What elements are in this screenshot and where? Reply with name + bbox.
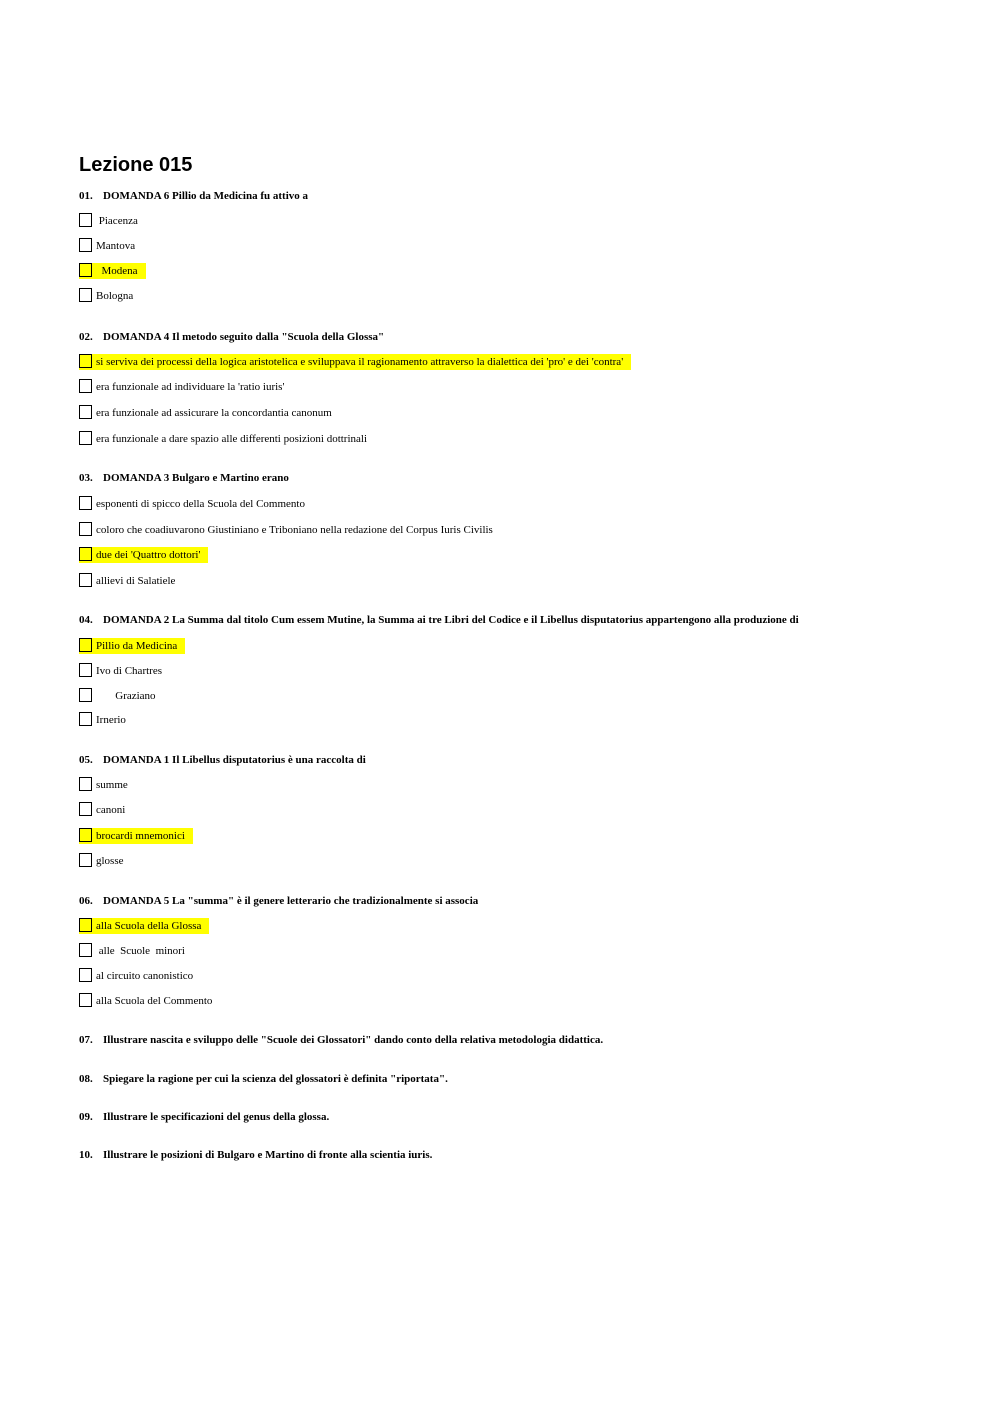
question-text: DOMANDA 4 Il metodo seguito dalla "Scuola della Glossa" bbox=[103, 331, 385, 343]
checkbox[interactable] bbox=[79, 828, 92, 842]
answer-option-label: Bologna bbox=[96, 290, 134, 302]
answer-option-label: Irnerio bbox=[96, 714, 126, 726]
answer-option-label: era funzionale ad individuare la 'ratio iuris' bbox=[96, 381, 285, 393]
checkbox[interactable] bbox=[79, 777, 92, 791]
checkbox[interactable] bbox=[79, 943, 92, 957]
checkbox[interactable] bbox=[79, 405, 92, 419]
question-1 bbox=[79, 189, 308, 203]
question-text: DOMANDA 6 Pillio da Medicina fu attivo a bbox=[103, 190, 309, 202]
answer-option-highlighted[interactable] bbox=[79, 354, 631, 370]
checkbox[interactable] bbox=[79, 993, 92, 1007]
question-text: DOMANDA 1 Il Libellus disputatorius è una raccolta di bbox=[103, 754, 366, 766]
question-9 bbox=[79, 1110, 329, 1124]
checkbox[interactable] bbox=[79, 238, 92, 252]
question-text: DOMANDA 3 Bulgaro e Martino erano bbox=[103, 472, 289, 484]
answer-option-label: al circuito canonistico bbox=[96, 970, 194, 982]
answer-option-label: Modena bbox=[96, 265, 138, 277]
answer-option-label: si serviva dei processi della logica aristotelica e sviluppava il ragionamento attraverso la dialettica dei 'pro' e dei 'contra' bbox=[96, 356, 624, 368]
checkbox[interactable] bbox=[79, 431, 92, 445]
answer-option-highlighted[interactable] bbox=[79, 263, 146, 279]
question-number: 07. bbox=[79, 1034, 93, 1046]
question-number: 05. bbox=[79, 754, 93, 766]
checkbox[interactable] bbox=[79, 638, 92, 652]
answer-option-label: alle Scuole minori bbox=[96, 945, 185, 957]
question-number: 09. bbox=[79, 1111, 93, 1123]
checkbox[interactable] bbox=[79, 853, 92, 867]
question-text: Illustrare le specificazioni del genus della glossa. bbox=[103, 1111, 330, 1123]
checkbox[interactable] bbox=[79, 496, 92, 510]
question-number: 08. bbox=[79, 1073, 93, 1085]
question-number: 03. bbox=[79, 472, 93, 484]
question-5 bbox=[79, 753, 366, 767]
checkbox[interactable] bbox=[79, 263, 92, 277]
question-2 bbox=[79, 330, 384, 344]
answer-option-label: Ivo di Chartres bbox=[96, 665, 162, 677]
checkbox[interactable] bbox=[79, 573, 92, 587]
checkbox[interactable] bbox=[79, 547, 92, 561]
answer-option-label: brocardi mnemonici bbox=[96, 830, 185, 842]
question-number: 06. bbox=[79, 895, 93, 907]
question-8 bbox=[79, 1072, 448, 1086]
question-3 bbox=[79, 471, 289, 485]
question-6 bbox=[79, 894, 478, 908]
checkbox[interactable] bbox=[79, 918, 92, 932]
answer-option-label: era funzionale ad assicurare la concordantia canonum bbox=[96, 407, 332, 419]
question-text: Illustrare nascita e sviluppo delle "Scuole dei Glossatori" dando conto della relativa metodologia didattica. bbox=[103, 1034, 604, 1046]
answer-option-highlighted[interactable] bbox=[79, 638, 185, 654]
answer-option-label: summe bbox=[96, 779, 128, 791]
answer-option-label: alla Scuola della Glossa bbox=[96, 920, 202, 932]
answer-option-label: canoni bbox=[96, 804, 126, 816]
checkbox[interactable] bbox=[79, 522, 92, 536]
question-10 bbox=[79, 1148, 432, 1162]
answer-option-label: allievi di Salatiele bbox=[96, 575, 176, 587]
answer-option-label: alla Scuola del Commento bbox=[96, 995, 213, 1007]
question-number: 02. bbox=[79, 331, 93, 343]
answer-option-label: Mantova bbox=[96, 240, 136, 252]
answer-option-label: Graziano bbox=[96, 690, 156, 702]
checkbox[interactable] bbox=[79, 712, 92, 726]
answer-option-label: Piacenza bbox=[96, 215, 138, 227]
answer-option-label: era funzionale a dare spazio alle differenti posizioni dottrinali bbox=[96, 433, 368, 445]
checkbox[interactable] bbox=[79, 802, 92, 816]
answer-option-label: esponenti di spicco della Scuola del Commento bbox=[96, 498, 305, 510]
question-7 bbox=[79, 1033, 603, 1047]
checkbox[interactable] bbox=[79, 213, 92, 227]
question-text: DOMANDA 5 La "summa" è il genere letterario che tradizionalmente si associa bbox=[103, 895, 479, 907]
question-4 bbox=[79, 613, 799, 627]
checkbox[interactable] bbox=[79, 663, 92, 677]
checkbox[interactable] bbox=[79, 288, 92, 302]
question-number: 01. bbox=[79, 190, 93, 202]
answer-option-highlighted[interactable] bbox=[79, 547, 208, 563]
question-number: 04. bbox=[79, 614, 93, 626]
checkbox[interactable] bbox=[79, 379, 92, 393]
page-title: Lezione 015 bbox=[79, 154, 193, 176]
question-text: Illustrare le posizioni di Bulgaro e Martino di fronte alla scientia iuris. bbox=[103, 1149, 433, 1161]
question-text: DOMANDA 2 La Summa dal titolo Cum essem Mutine, la Summa ai tre Libri del Codice e il Libellus disputatorius appartengono alla produzione di bbox=[103, 614, 799, 626]
answer-option-label: Pillio da Medicina bbox=[96, 640, 178, 652]
checkbox[interactable] bbox=[79, 968, 92, 982]
checkbox[interactable] bbox=[79, 688, 92, 702]
answer-option-label: glosse bbox=[96, 855, 124, 867]
question-text: Spiegare la ragione per cui la scienza del glossatori è definita "riportata". bbox=[103, 1073, 448, 1085]
answer-option-highlighted[interactable] bbox=[79, 828, 193, 844]
answer-option-label: coloro che coadiuvarono Giustiniano e Triboniano nella redazione del Corpus Iuris Civilis bbox=[96, 524, 493, 536]
question-number: 10. bbox=[79, 1149, 93, 1161]
checkbox[interactable] bbox=[79, 354, 92, 368]
answer-option-highlighted[interactable] bbox=[79, 918, 209, 934]
answer-option-label: due dei 'Quattro dottori' bbox=[96, 549, 201, 561]
